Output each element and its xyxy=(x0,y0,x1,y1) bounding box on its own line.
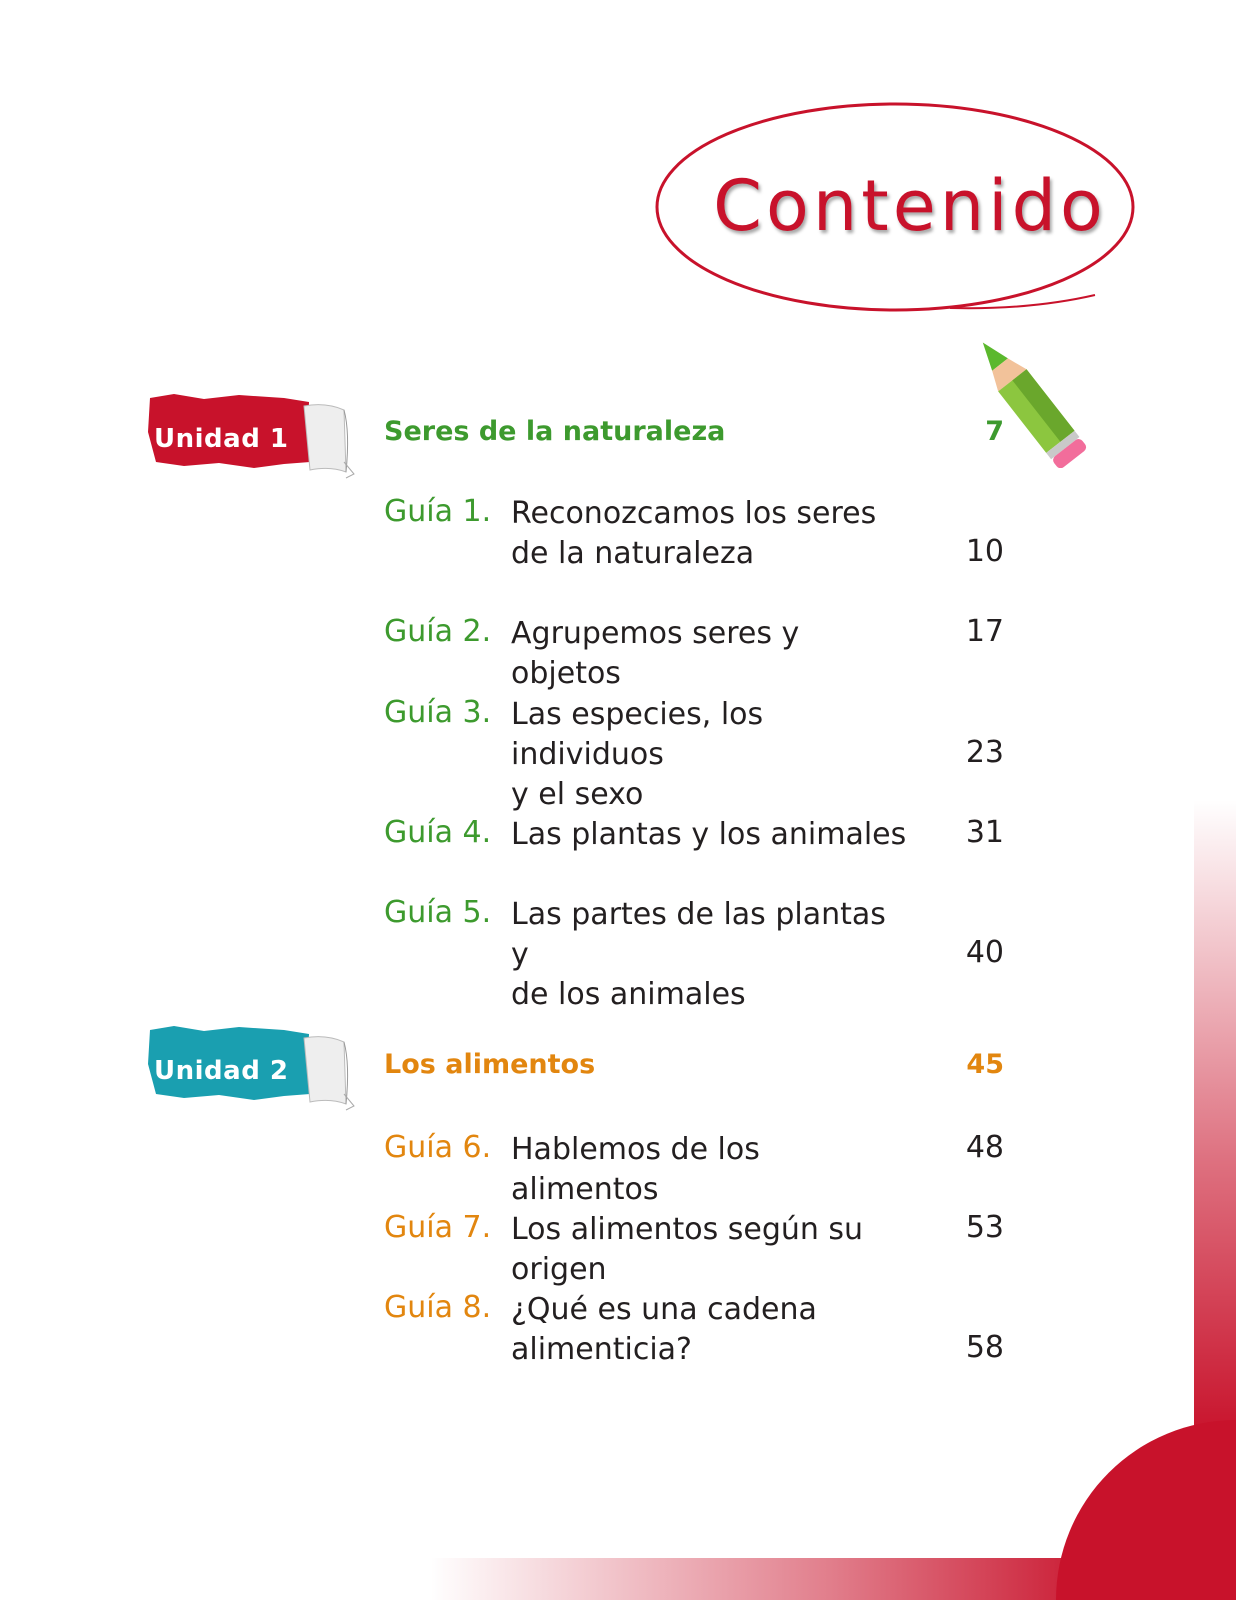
guide-3-page: 23 xyxy=(965,735,1004,770)
guide-6-label: Guía 6. xyxy=(384,1130,492,1165)
guide-1-page: 10 xyxy=(965,534,1004,569)
guide-8-title: ¿Qué es una cadena alimenticia? xyxy=(511,1292,817,1367)
guide-5-title: Las partes de las plantas y de los animales xyxy=(511,897,886,1012)
guide-2-label: Guía 2. xyxy=(384,614,492,649)
guide-6-page: 48 xyxy=(965,1130,1004,1165)
guide-1-title: Reconozcamos los seres de la naturaleza xyxy=(511,496,877,571)
guide-1[interactable] xyxy=(384,494,1004,574)
guide-3[interactable] xyxy=(384,695,1004,812)
guide-6[interactable] xyxy=(384,1130,1004,1207)
unit-1-tab xyxy=(144,392,364,492)
unit-2-title: Los alimentos xyxy=(384,1049,596,1080)
unit-2-tab xyxy=(144,1024,364,1124)
guide-3-label: Guía 3. xyxy=(384,695,492,730)
guide-6-title: Hablemos de los alimentos xyxy=(511,1132,760,1207)
guide-7-title: Los alimentos según su origen xyxy=(511,1212,864,1287)
unit-2-page: 45 xyxy=(966,1049,1004,1080)
guide-2-page: 17 xyxy=(965,614,1004,649)
guide-8-page: 58 xyxy=(965,1330,1004,1365)
guide-5-page: 40 xyxy=(965,935,1004,970)
guide-5[interactable] xyxy=(384,895,1004,1012)
unit-2-label: Unidad 2 xyxy=(154,1056,289,1086)
unit-1-header[interactable] xyxy=(384,416,1004,456)
unit-1-label: Unidad 1 xyxy=(154,424,289,454)
guide-7-page: 53 xyxy=(965,1210,1004,1245)
corner-red-quarter-circle xyxy=(1056,1420,1236,1600)
guide-2[interactable] xyxy=(384,614,1004,691)
guide-5-label: Guía 5. xyxy=(384,895,492,930)
guide-4[interactable] xyxy=(384,815,1004,855)
guide-8[interactable] xyxy=(384,1290,1004,1370)
unit-1-page: 7 xyxy=(985,416,1004,447)
guide-4-label: Guía 4. xyxy=(384,815,492,850)
guide-4-page: 31 xyxy=(965,815,1004,850)
guide-7[interactable] xyxy=(384,1210,1004,1287)
unit-2-header[interactable] xyxy=(384,1049,1004,1089)
guide-4-title: Las plantas y los animales xyxy=(511,817,907,852)
guide-2-title: Agrupemos seres y objetos xyxy=(511,616,800,691)
guide-1-label: Guía 1. xyxy=(384,494,492,529)
guide-3-title: Las especies, los individuos y el sexo xyxy=(511,697,764,812)
guide-7-label: Guía 7. xyxy=(384,1210,492,1245)
guide-8-label: Guía 8. xyxy=(384,1290,492,1325)
unit-1-title: Seres de la naturaleza xyxy=(384,416,726,447)
page-title: Contenido xyxy=(713,165,1107,247)
